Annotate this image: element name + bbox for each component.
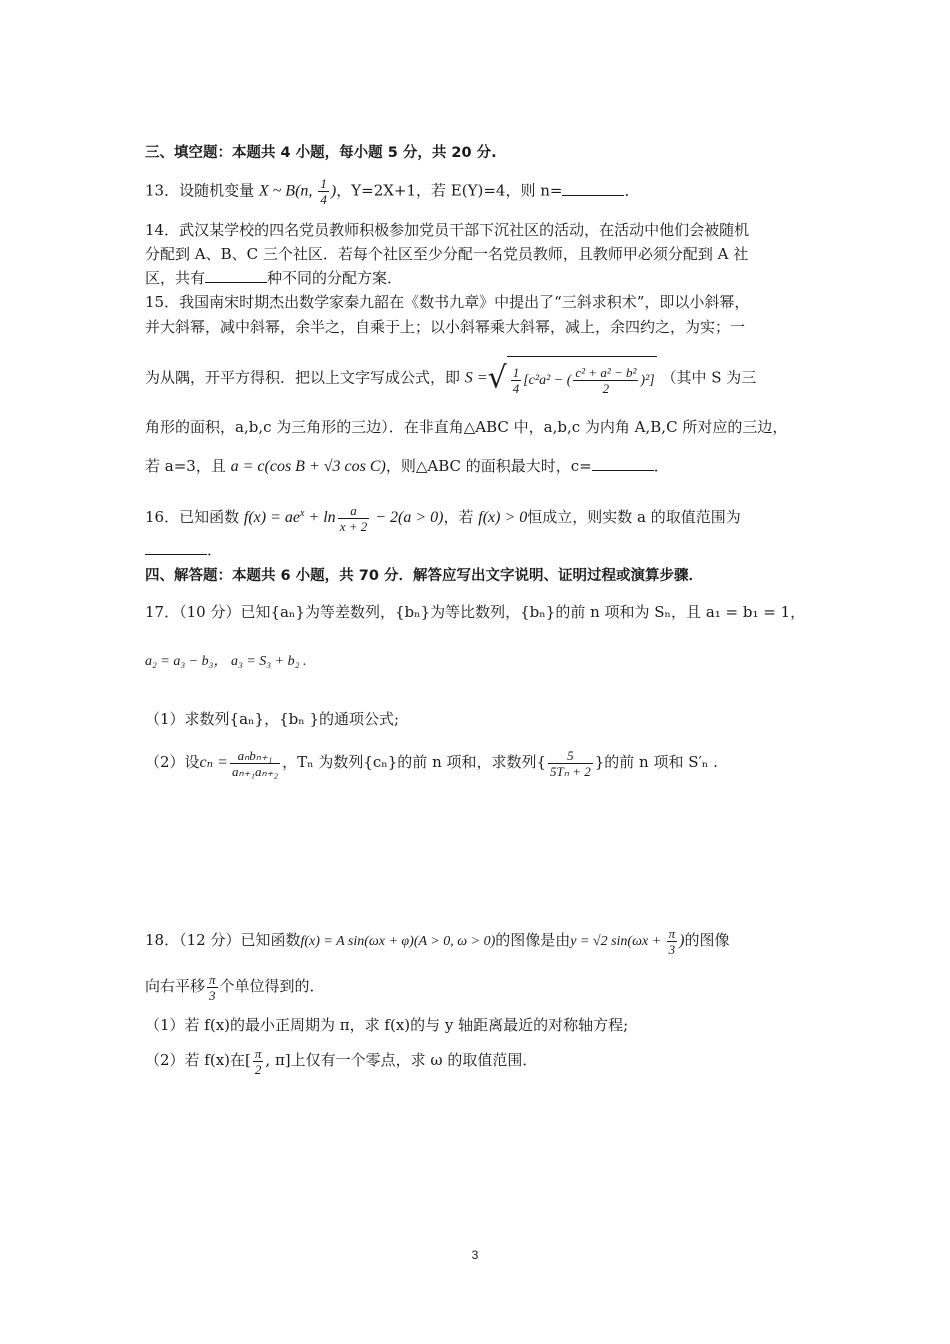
q15-sqrt-body [507,356,657,401]
sqrt-icon: √ [487,360,507,396]
q18-frac-2-den: 3 [209,987,216,1003]
q15-frac-2-num: c² + a² − b² [575,364,637,380]
q17-frac-1-num: aₙbₙ₊₁ [230,748,280,764]
q16-text-b: ，若 [443,508,474,526]
q15-frac-2-den: 2 [602,380,610,396]
q16-text-c: 恒成立，则实数 a 的取值范围为 [527,508,741,526]
q16-math-2: + ln [304,509,336,526]
question-18-line-2 [145,966,810,1006]
q18-frac-3-num: π [254,1045,262,1061]
question-15-line-1: 15．我国南宋时期杰出数学家秦九韶在《数书九章》中提出了“三斜求积术”，即以小斜幂， [145,293,750,311]
q18-frac-3-den: 2 [254,1061,262,1077]
q18-math-2: y = √2 sin(ωx + [570,934,665,949]
q16-math-3: − 2(a > 0) [371,509,444,526]
q18-frac-3 [253,1046,264,1077]
q15-text-b: （其中 S 为三 [661,368,757,387]
question-16-line-1 [145,494,810,534]
q18-math-1: f(x) = A sin(ωx + φ)(A > 0, ω > 0) [300,934,496,949]
q16-exponent: x [299,508,305,519]
q13-fraction [318,176,329,207]
q16-text-a: 16．已知函数 [145,508,240,526]
q15-frac-1-num: 1 [512,364,520,380]
q16-frac-den: x + 2 [339,518,368,534]
q18-p2-text-a: （2）若 f(x)在[ [145,1051,251,1069]
section-3-title: 三、填空题：本题共 4 小题，每小题 5 分，共 20 分. [145,145,497,161]
q16-math-4: f(x) > 0 [478,509,528,526]
question-17-part-1: （1）求数列{aₙ}，{bₙ }的通项公式; [145,710,400,728]
q15-text-d: ，则△ABC 的面积最大时，c= [385,457,592,475]
q18-frac-1-num: π [668,925,676,941]
q18-frac-2 [207,972,218,1003]
question-17-line-1: 17．（10 分）已知{aₙ}为等差数列，{bₙ}为等比数列，{bₙ}的前 n 项和为 Sₙ，且 a₁ = b₁ = 1， [145,603,806,621]
q15-formula-s: S = [464,369,488,387]
q18-frac-1-den: 3 [668,941,676,957]
q15-frac-1-den: 4 [512,380,520,396]
question-15-line-4: 角形的面积，a,b,c 为三角形的三边）．在非直角△ABC 中，a,b,c 为内角 A,B,C 所对应的三边， [145,418,788,436]
question-18-line-1 [145,920,810,960]
q13-text-c: ． [624,181,640,200]
question-17-part-2 [145,742,810,782]
q18-text-d: 向右平移 [145,977,206,995]
q16-answer-blank[interactable] [145,540,207,555]
q18-math-3: ) [679,932,685,949]
q17-frac-2-num: 5 [548,748,593,764]
q18-text-c: 的图像 [684,931,730,949]
q15-text-a: 为从隅，开平方得积．把以上文字写成公式，即 [145,368,461,387]
q14-text-b: 种不同的分配方案． [267,269,403,287]
q17-frac-2 [548,748,593,779]
q13-frac-num: 1 [320,176,327,191]
q16-math-1: f(x) = ae [243,509,300,526]
question-15-line-5 [145,456,810,477]
question-14-line-2: 分配到 A、B、C 三个社区．若每个社区至少分配一名党员教师，且教师甲必须分配到 A 社 [145,245,749,263]
question-18-part-1: （1）若 f(x)的最小正周期为 π，求 f(x)的与 y 轴距离最近的对称轴方程; [145,1016,629,1034]
q15-text-e: ． [653,457,669,475]
q13-frac-den: 4 [320,192,327,207]
page-number: 3 [471,1248,479,1262]
q16-fraction [338,503,370,534]
q14-text-a: 区，共有 [145,269,206,287]
question-15-line-2: 并大斜幂，减中斜幂，余半之，自乘于上；以小斜幂乘大斜幂，减上，余四约之，为实；一 [145,318,746,336]
q17-p2-text-a: （2）设 [145,753,200,771]
q18-text-b: 的图像是由 [495,931,571,949]
q15-formula-end: )²] [640,373,655,388]
q18-text-a: 18．（12 分）已知函数 [145,931,301,949]
q15-frac-1 [511,365,522,396]
q13-math-2: ) [330,182,337,200]
section-4-title: 四、解答题：本题共 6 小题，共 70 分．解答应写出文字说明、证明过程或演算步骤． [145,568,703,584]
q17-p2-text-b: ，Tₙ 为数列{cₙ}的前 n 项和，求数列{ [282,753,547,771]
q17-frac-1 [230,748,280,779]
q17-frac-1-den: aₙ₊₁aₙ₊₂ [231,763,279,779]
question-15-line-3 [145,356,810,396]
q17-p2-text-c: }的前 n 项和 S′ₙ . [594,753,718,771]
q17-frac-2-den: 5Tₙ + 2 [550,763,591,779]
q13-text-b: ，Y=2X+1，若 E(Y)=4，则 n= [336,181,563,200]
q18-p2-text-b: , π]上仅有一个零点，求 ω 的取值范围． [265,1051,538,1069]
q15-frac-2 [573,365,638,396]
q15-formula-mid: [c²a² − ( [523,373,572,388]
q16-end: ． [207,541,223,559]
q17-cn: cₙ = [199,754,228,771]
question-13 [145,176,810,207]
q15-answer-blank[interactable] [592,456,654,471]
question-14-line-1: 14．武汉某学校的四名党员教师积极参加党员干部下沉社区的活动，在活动中他们会被随机 [145,221,750,239]
q16-frac-num: a [338,503,370,519]
question-14-line-3 [145,268,810,288]
question-17-line-2: a₂ = a₃ − b₃， a₃ = S₃ + b₂ . [145,654,307,669]
question-18-part-2 [145,1040,810,1080]
q18-frac-1 [667,926,678,957]
q18-text-e: 个单位得到的． [219,977,325,995]
question-16-line-2 [145,540,810,560]
q13-text-a: 13．设随机变量 [145,181,255,200]
q15-condition-math: a = c(cos B + √3 cos C) [230,458,386,475]
q18-frac-2-num: π [209,971,216,987]
q13-math-1: X ~ B(n, [258,182,317,200]
q15-text-c: 若 a=3，且 [145,457,226,475]
q14-answer-blank[interactable] [205,268,267,283]
q13-answer-blank[interactable] [562,181,624,196]
